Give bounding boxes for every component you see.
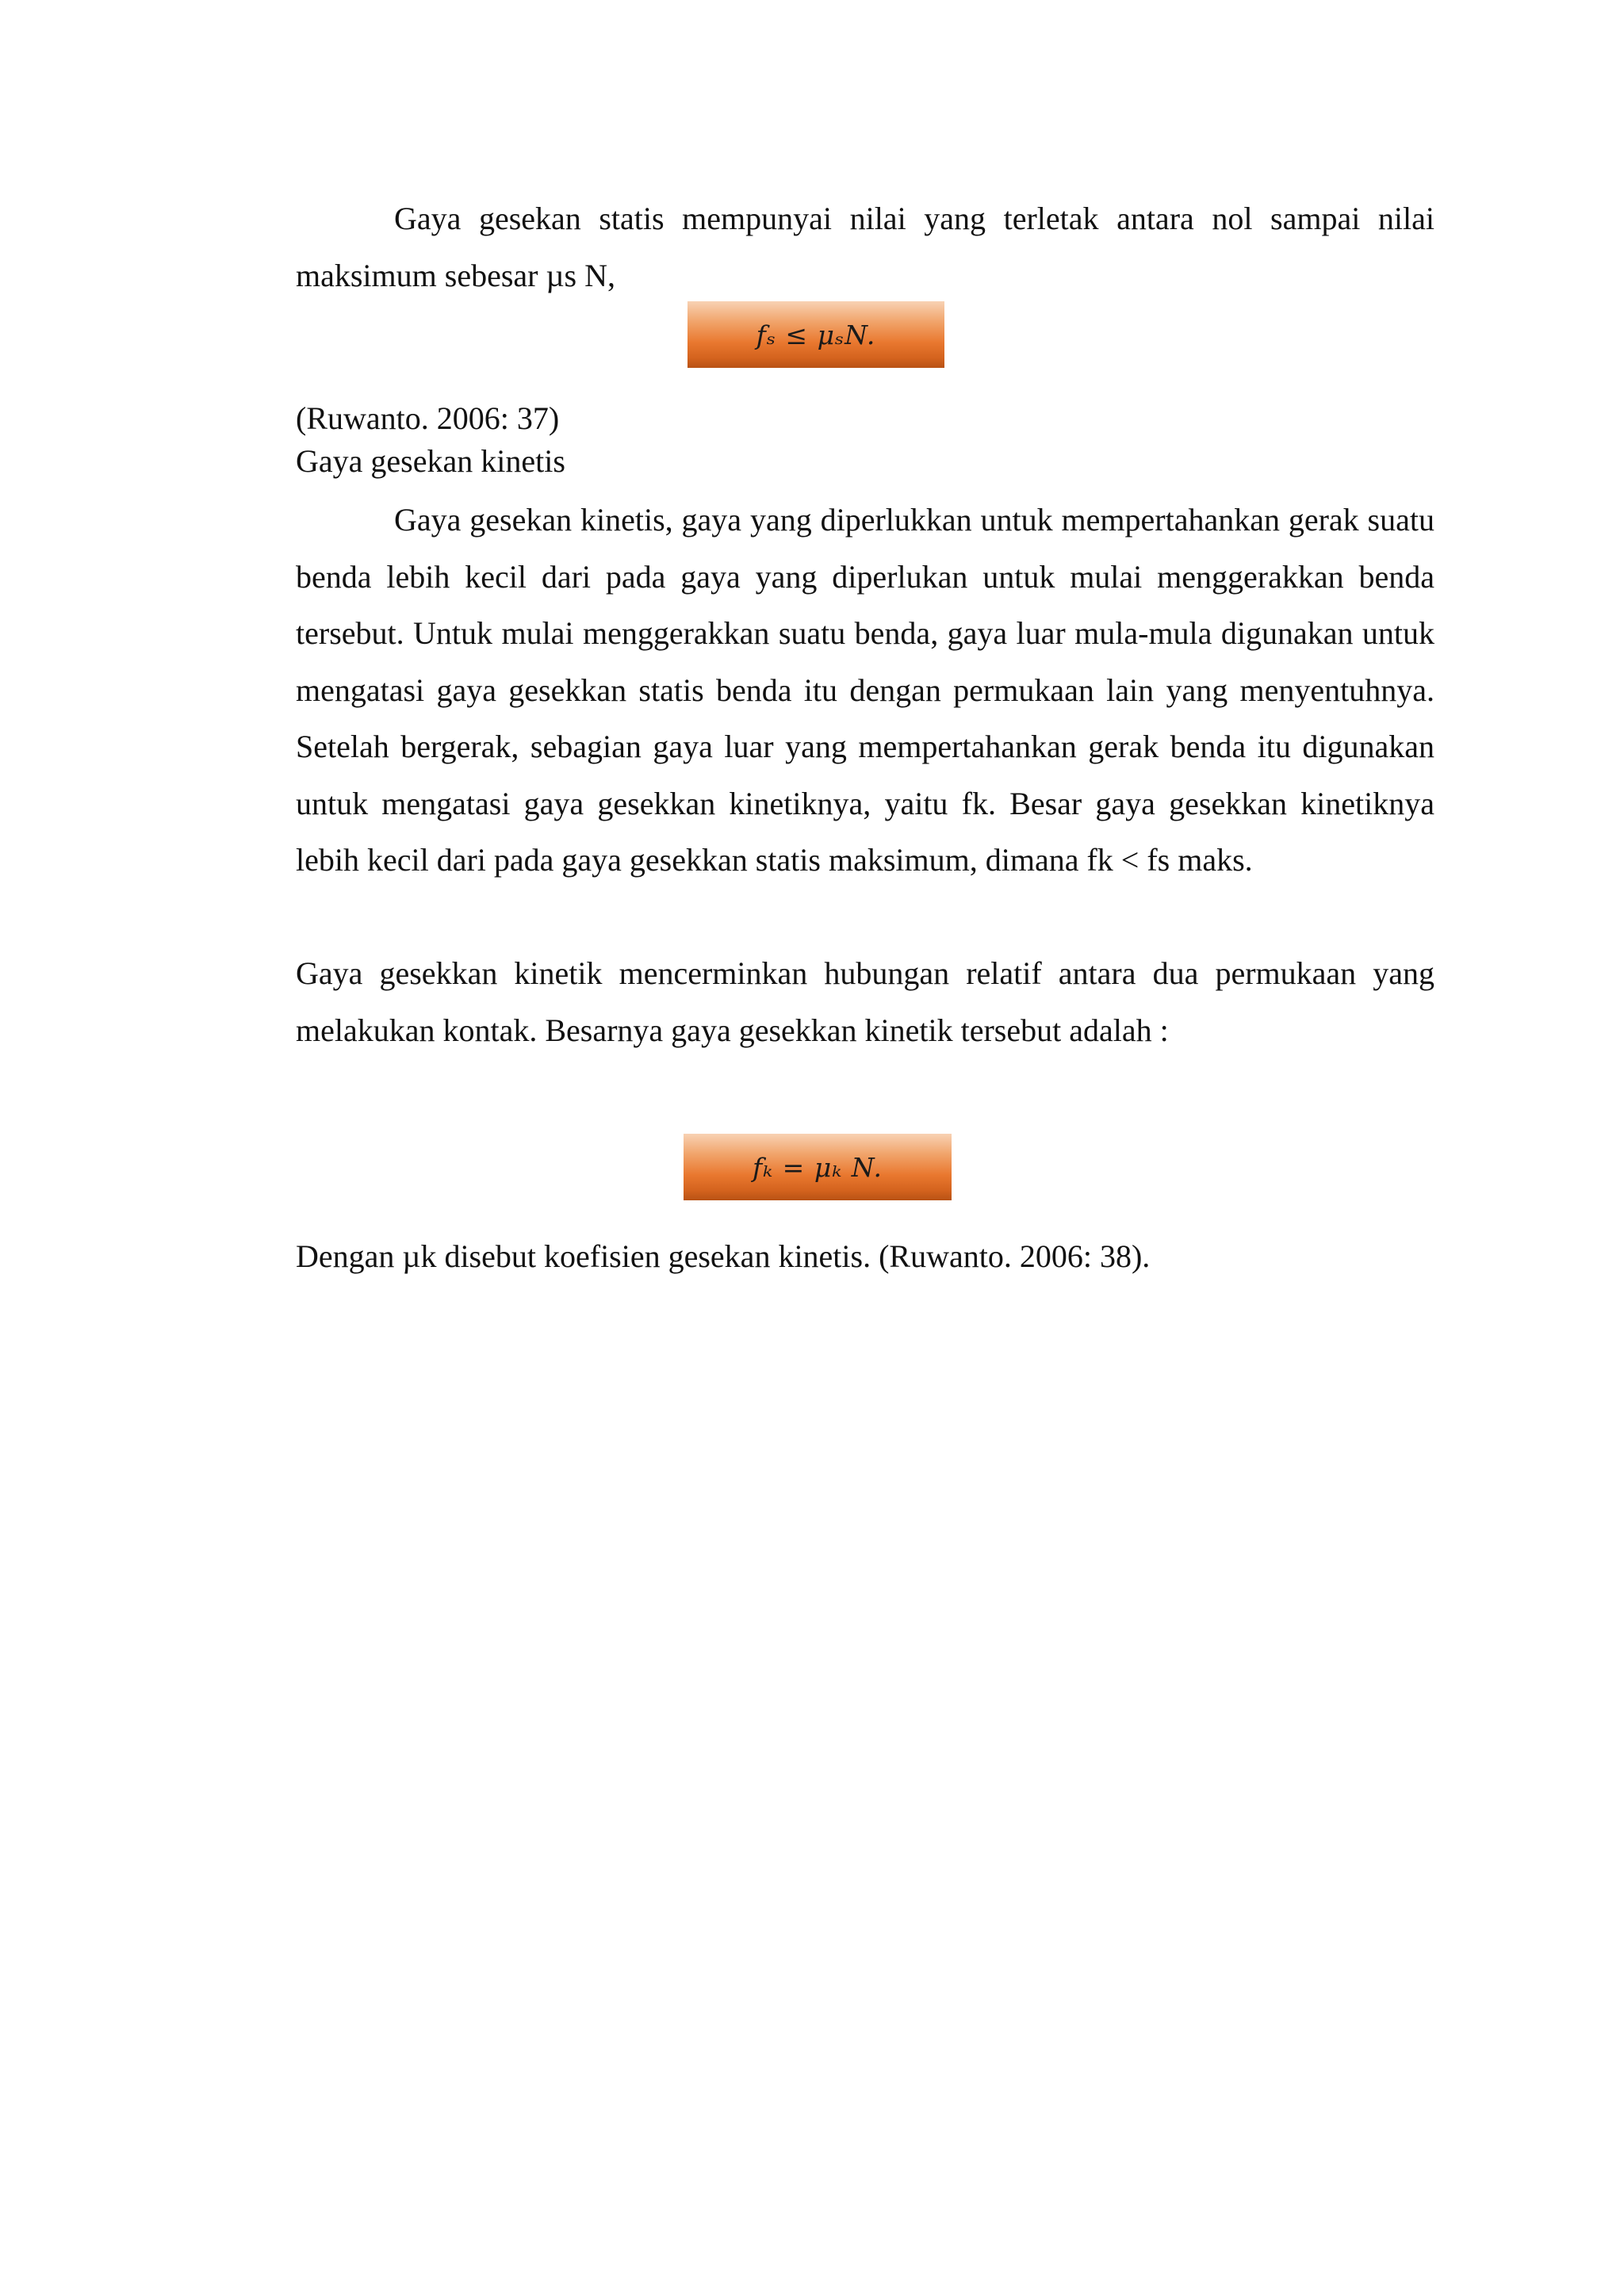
formula-kinetic-friction: fₖ = μₖ N. xyxy=(684,1134,952,1200)
closing-sentence: Dengan µk disebut koefisien gesekan kinetis. (Ruwanto. 2006: 38). xyxy=(296,1238,1151,1274)
citation-ruwanto-37: (Ruwanto. 2006: 37) xyxy=(296,400,560,436)
paragraph-static-friction: Gaya gesekan statis mempunyai nilai yang terletak antara nol sampai nilai maksimum sebesar µs N, xyxy=(296,201,1434,293)
formula-static-friction: fₛ ≤ μₛN. xyxy=(688,301,944,368)
heading-kinetic-friction: Gaya gesekan kinetis xyxy=(296,443,565,479)
paragraph-kinetic-friction: Gaya gesekan kinetis, gaya yang diperlukkan untuk mempertahankan gerak suatu benda lebih kecil dari pada gaya yang diperlukan untuk mulai menggerakkan benda tersebut. Untuk mulai menggerakkan suatu benda, gaya luar mula-mula digunakan untuk mengatasi gaya gesekkan statis benda itu dengan permukaan lain yang menyentuhnya. Setelah bergerak, sebagian gaya luar yang mempertahankan gerak benda itu digunakan untuk mengatasi gaya gesekkan kinetiknya, yaitu fk. Besar gaya gesekkan kinetiknya lebih kecil dari pada gaya gesekkan statis maksimum, dimana fk < fs maks. xyxy=(296,502,1434,878)
paragraph-kinetic-relation: Gaya gesekkan kinetik mencerminkan hubungan relatif antara dua permukaan yang melakukan kontak. Besarnya gaya gesekkan kinetik tersebut adalah : xyxy=(296,955,1434,1048)
